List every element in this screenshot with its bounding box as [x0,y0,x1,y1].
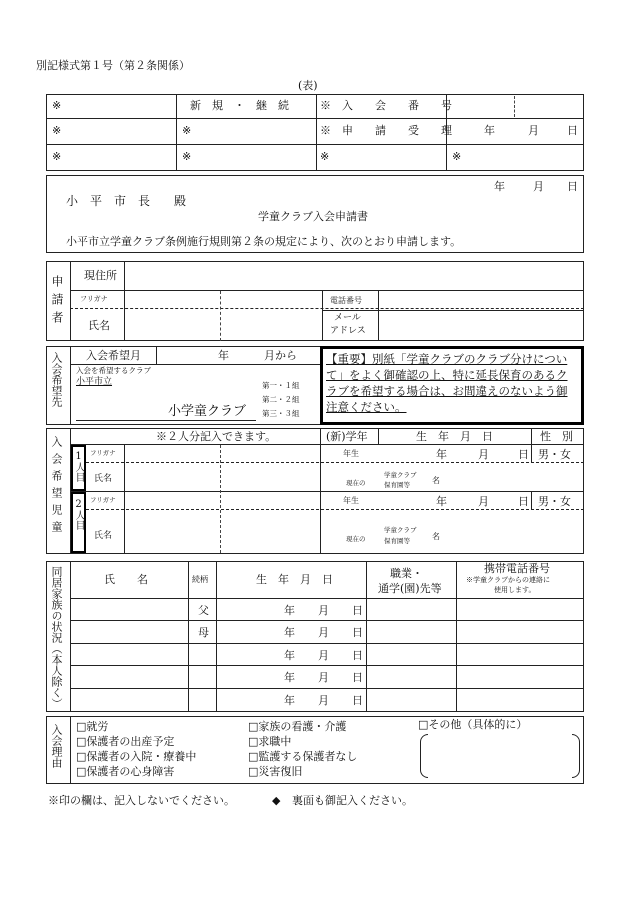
col-phone-note: 使用します。 [494,586,536,594]
current-label: 現在の [346,479,366,487]
family-month: 月 [318,671,329,684]
col-phone: 携帯電話番号 [484,562,550,575]
family-year: 年 [284,671,295,684]
important-text: て」をよく御確認の上、特に延長保育のあるク [326,368,568,382]
footer-note: 裏面も御記入ください。 [292,794,413,807]
other-reason-field[interactable] [430,736,570,776]
col-job: 通学(園)先等 [378,582,442,595]
desired-month-from: 月から [264,349,297,362]
page-title: 学童クラブ入会申請書 [258,210,368,223]
bracket-right [572,734,580,778]
relation-father: 父 [198,604,209,617]
important-text: 注意ください。 [326,400,407,414]
sex-label: 性 別 [540,430,573,443]
furigana-label: フリガナ [80,295,108,303]
application-receipt-label: ※ 申 請 受 理 [320,124,452,137]
grade-suffix: 年生 [343,496,359,505]
name-label: 氏名 [94,531,113,541]
furigana-label: フリガナ [90,449,116,457]
name-label: 氏名 [94,474,113,484]
col-relation: 続柄 [192,575,208,584]
family-day: 日 [352,626,363,639]
bracket-left [420,734,428,778]
group-2: 第二・２組 [262,395,300,404]
family-month: 月 [318,649,329,662]
name-label: 氏名 [88,319,110,332]
footer-note: ※印の欄は、記入しないでください。 [48,794,235,807]
group-1: 第一・１組 [262,381,300,390]
phone-label: 電話番号 [330,296,362,305]
club-hint: 入会を希望するクラブ [76,366,151,375]
family-section-label: 同居家族の状況（本人除く） [50,566,63,709]
family-year: 年 [284,626,295,639]
office-mark: ※ [52,150,62,163]
receipt-month: 月 [528,124,539,137]
reason-option-work[interactable]: □就労 [76,720,109,733]
current-school: 学童クラブ [384,526,417,534]
group-3: 第三・３組 [262,409,300,418]
birth-month: 月 [478,495,489,508]
family-year: 年 [284,604,295,617]
children-section-label: 入会希望児童 [50,436,63,538]
birth-day: 日 [518,495,529,508]
email-label: アドレス [330,326,366,336]
reason-option-jobseek[interactable]: □求職中 [248,735,292,748]
family-month: 月 [318,626,329,639]
office-mark: ※ [452,150,462,163]
diamond-icon: ◆ [272,794,281,807]
club-suffix: 小学童クラブ [168,404,247,419]
furigana-label: フリガナ [90,496,116,504]
app-day: 日 [567,180,578,193]
important-text: ラブを希望する場合は、お間違えのないよう御 [326,384,568,398]
family-month: 月 [318,694,329,707]
new-continue-label: 新 規 ・ 継 続 [190,99,289,112]
school-name-suffix: 名 [432,532,440,541]
child2-label: 2人目 [73,499,84,530]
child1-label: 1人目 [73,451,84,482]
birth-day: 日 [518,448,529,461]
family-day: 日 [352,671,363,684]
current-school: 保育園等 [384,481,410,489]
birth-label: 生 年 月 日 [416,430,493,443]
col-phone-note: ※学童クラブからの連絡に [466,576,550,584]
reason-option-hospital[interactable]: □保護者の入院・療養中 [76,750,197,763]
current-label: 現在の [346,535,366,543]
office-mark: ※ [182,150,192,163]
family-day: 日 [352,694,363,707]
city-prefix: 小平市立 [76,377,113,387]
sex-choice[interactable]: 男・女 [538,448,571,461]
club-section-label: 入会希望先 [50,352,63,407]
col-birth: 生 年 月 日 [256,573,333,586]
family-year: 年 [284,694,295,707]
current-school: 学童クラブ [384,471,417,479]
addressee: 小 平 市 長 殿 [66,194,187,208]
office-mark: ※ [182,124,192,137]
app-month: 月 [533,180,544,193]
reason-option-disability[interactable]: □保護者の心身障害 [76,765,175,778]
desired-month-label: 入会希望月 [86,349,141,362]
family-day: 日 [352,649,363,662]
receipt-day: 日 [567,124,578,137]
app-year: 年 [494,180,505,193]
grade-label: (新)学年 [326,430,368,443]
birth-year: 年 [436,448,447,461]
reason-section-label: 入会理由 [50,724,63,768]
current-school: 保育園等 [384,537,410,545]
form-id: 別記様式第１号（第２条関係） [36,59,190,72]
family-month: 月 [318,604,329,617]
sex-choice[interactable]: 男・女 [538,495,571,508]
email-field[interactable] [382,313,580,339]
reason-option-disaster[interactable]: □災害復旧 [248,765,303,778]
school-name-suffix: 名 [432,476,440,485]
birth-month: 月 [478,448,489,461]
office-table [46,94,584,171]
birth-year: 年 [436,495,447,508]
children-note: ※２人分記入できます。 [156,430,277,443]
col-job: 職業・ [390,567,423,580]
office-mark: ※ [52,124,62,137]
reason-option-no-guardian[interactable]: □監護する保護者なし [248,750,358,763]
office-mark: ※ [320,150,330,163]
desired-year: 年 [218,349,229,362]
address-field[interactable] [128,264,580,288]
grade-suffix: 年生 [343,449,359,458]
col-name: 氏 名 [104,573,148,586]
statement: 小平市立学童クラブ条例施行規則第２条の規定により、次のとおり申請します。 [66,235,462,248]
reason-option-other[interactable]: □その他（具体的に） [418,718,528,731]
family-day: 日 [352,604,363,617]
reason-option-birth[interactable]: □保護者の出産予定 [76,735,175,748]
email-label: メール [334,313,361,323]
reason-option-care[interactable]: □家族の看護・介護 [248,720,347,733]
side-label: (表) [298,79,318,92]
family-year: 年 [284,649,295,662]
entry-number-label: ※ 入 会 番 号 [320,99,452,112]
relation-mother: 母 [198,626,209,639]
applicant-name-field[interactable] [128,312,318,339]
address-label: 現住所 [84,269,117,282]
applicant-section-label: 申請者 [50,275,64,329]
phone-field[interactable] [382,292,580,308]
receipt-year: 年 [484,124,495,137]
office-mark: ※ [52,99,62,112]
important-text: 【重要】別紙「学童クラブのクラブ分けについ [326,352,568,366]
